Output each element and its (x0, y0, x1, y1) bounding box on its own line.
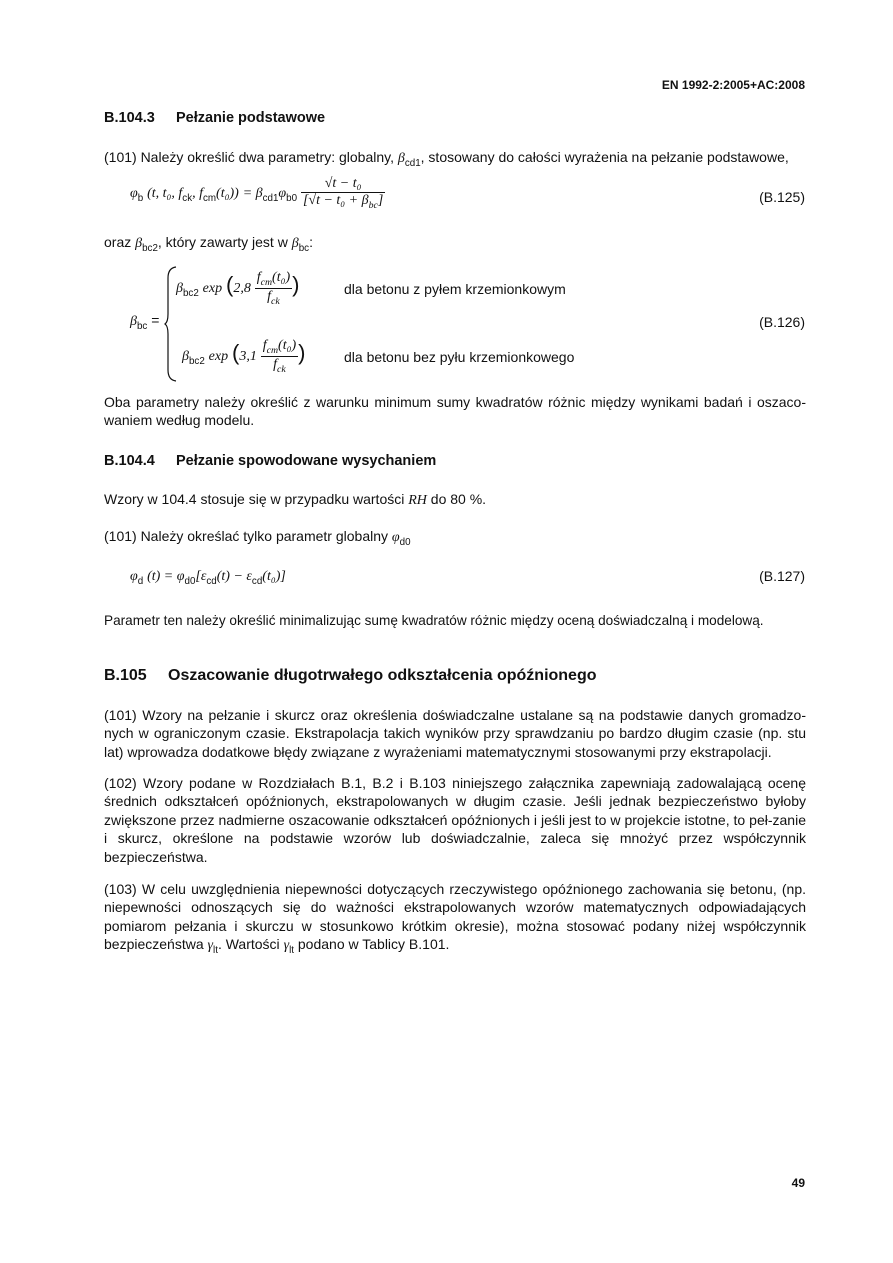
equation-number-b126: (B.126) (759, 314, 805, 330)
text: (101) Należy określać tylko parametr globalny (104, 528, 389, 544)
math-subscript: cd1 (404, 157, 421, 169)
section-number: B.105 (104, 667, 147, 684)
section-heading-b1044 (104, 453, 436, 469)
math-symbol: γ (207, 938, 214, 954)
text: podano w Tablicy B.101. (297, 936, 450, 953)
text: , który zawarty jest w (157, 234, 288, 250)
case-1-expression: $\beta_{bc2}$ exp (2,8 $\frac{f_{cm}(t_0)}{f_{ck}}$ ) (176, 270, 300, 307)
fraction (255, 270, 292, 307)
paragraph-101-b1043 (104, 148, 806, 173)
math-symbol: β (397, 151, 405, 166)
section-title: Oszacowanie długotrwałego odkształcenia opóźnionego (168, 667, 597, 684)
math-text: [ε (195, 569, 207, 584)
math-phi: φ (130, 569, 138, 584)
text: , stosowany do całości wyrażenia na pełzanie podstawowe, (420, 149, 789, 165)
case-1-label: dla betonu z pyłem krzemionkowym (344, 281, 566, 297)
paragraph-103-b105 (104, 880, 806, 960)
math-subscript: d (137, 575, 144, 587)
math-subscript: cd (206, 575, 217, 587)
section-heading-b105 (104, 667, 597, 685)
math-phi: φ (130, 186, 138, 202)
fraction-denominator: $[√t - t_0 + \beta_{bc}]$ (302, 193, 384, 211)
math-symbol: RH (408, 493, 427, 508)
math-exp: exp (202, 281, 223, 296)
fraction (301, 176, 385, 211)
text: (101) Należy określić dwa parametry: globalny, (104, 149, 394, 165)
paragraph-rh (104, 490, 486, 510)
text: : (309, 234, 313, 250)
text: . Wartości (217, 936, 280, 953)
case-2-expression: $\beta_{bc2}$ exp (3,1 $\frac{f_{cm}(t_0)}{f_{ck}}$ ) (182, 338, 306, 375)
math-subscript: lt (289, 945, 294, 957)
math-text: (t) − ε (216, 569, 252, 584)
section-title: Pełzanie spowodowane wysychaniem (176, 453, 437, 469)
math-exp: exp (208, 349, 229, 364)
fraction-denominator: f (267, 288, 272, 304)
math-subscript: d0 (399, 536, 411, 548)
math-symbol: φ (391, 530, 400, 545)
math-subscript: ck (271, 295, 280, 307)
paragraph-parametr: Parametr ten należy określić minimalizując sumę kwadratów różnic między oceną doświadczalną i modelową. (104, 613, 764, 628)
math-coefficient: 2,8 (233, 281, 251, 296)
section-heading-b1043 (104, 110, 325, 126)
text: do 80 %. (430, 491, 487, 507)
fraction-numerator: f (256, 270, 261, 285)
math-subscript: bc (136, 320, 148, 332)
math-subscript: lt (213, 945, 218, 957)
math-text: (t) = φ (147, 569, 185, 584)
math-equals: = (147, 312, 160, 328)
equation-b126-lhs (130, 312, 159, 332)
paragraph-101-b1044 (104, 527, 411, 552)
fraction-numerator: √t − t₀ (301, 176, 385, 193)
text: Wzory w 104.4 stosuje się w przypadku wartości (104, 491, 405, 507)
case-2-label: dla betonu bez pyłu krzemionkowego (344, 349, 575, 365)
math-subscript: cm (260, 276, 273, 288)
text: (103) W celu uwzględnienia niepewności dotyczących rzeczywistego opóźnionego zachowania się betonu, (np. niepewności odnoszących się do ważności ekstrapolowanych wzorów matematycznych odpowiadających pomiarom pełzania i skurczu w stosunkowo krótkim okresie), można stosować podany niżej współczynnik bezpieczeństwa (104, 881, 806, 953)
math-subscript: b (137, 192, 144, 204)
math-symbol: β (135, 236, 143, 251)
fraction: $\frac{f_{cm}(t_0)}{f_{ck}}$ (262, 338, 297, 375)
paragraph-102-b105: (102) Wzory podane w Rozdziałach B.1, B.2 i B.103 niniejszego załącznika zapewniają zadowalającą ocenę średnich odkształceń opóźnionych, ekstrapolowanych w długim czasie. Jeśli jednak bezpieczeństwo byłoby zwiększone przez nadmierne oszacowanie odkształceń opóźnionych i jeśli jest to w projekcie istotne, to peł-zanie i skurcz, określone na podstawie wzorów lub doświadczalnie, zaleca się mnożyć przez współczynnik bezpieczeństwa. (104, 775, 806, 865)
paragraph-oraz (104, 233, 313, 258)
math-equals: = β (242, 186, 263, 202)
equation-number-b125: (B.125) (759, 189, 805, 205)
equation-number-b127: (B.127) (759, 568, 805, 584)
equation-b127 (130, 567, 286, 587)
math-argument: (t₀) (272, 270, 291, 285)
math-text: (t₀)] (262, 569, 286, 584)
math-subscript: bc2 (142, 242, 158, 254)
standard-header: EN 1992-2:2005+AC:2008 (661, 78, 805, 92)
paragraph-101-b105: (101) Wzory na pełzanie i skurcz oraz określenia doświadczalne ustalane są na podstawie danych gromadzo-nych w ograniczonym czasie. Ekstrapolacja takich wyników przy sprawdzaniu po bardzo długim czasie (np. stu lat) wprowadza dodatkowe błędy związane z wyrażeniami matematycznymi stosowanymi przy ekstrapolacji. (104, 707, 806, 760)
math-arguments: (t, t₀, f (147, 186, 183, 202)
math-symbol: γ (283, 938, 290, 954)
math-subscript: d0 (184, 575, 196, 587)
paragraph-model: Oba parametry należy określić z warunku minimum sumy kwadratów różnic między wynikami badań i oszaco-waniem według modelu. (104, 394, 806, 429)
denominator-text: [√t − t₀ + β (302, 193, 369, 208)
math-coefficient: 3,1 (239, 349, 257, 364)
equation-b125: $\varphi_b$ (t, t₀, $f_{ck}$, $f_{cm}(t_0)) = \beta_{cd1}\varphi_{b0}$ $\frac{\text{√t − t₀}}{[√t - t_0 + \beta_{bc}]}$ (130, 176, 384, 211)
section-title: Pełzanie podstawowe (176, 110, 326, 126)
math-subscript: bc (298, 242, 310, 254)
math-subscript: cd (251, 575, 263, 587)
section-number: B.104.4 (104, 453, 155, 469)
math-beta: β (130, 314, 137, 329)
page-number: 49 (791, 1176, 805, 1190)
section-number: B.104.3 (104, 110, 155, 126)
math-symbol: β (291, 236, 299, 251)
text: oraz (104, 234, 132, 250)
